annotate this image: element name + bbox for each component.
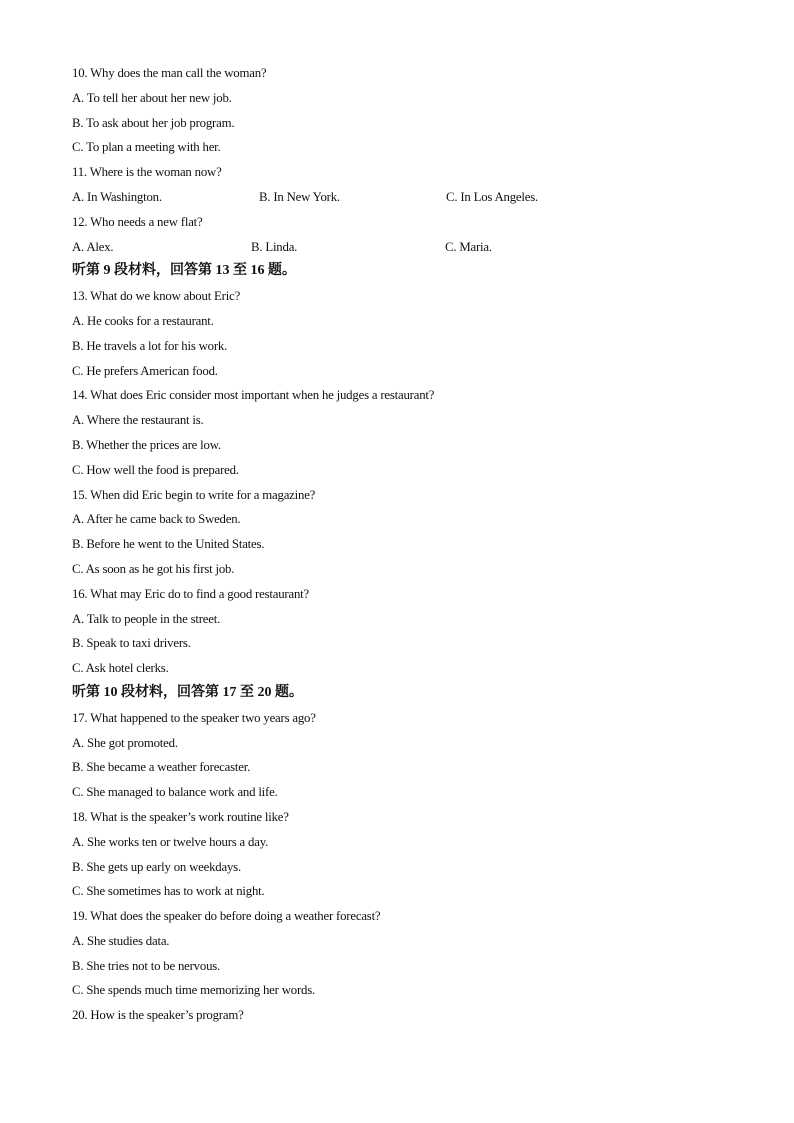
option-10c: C. To plan a meeting with her. (72, 140, 221, 155)
option-15b: B. Before he went to the United States. (72, 537, 265, 552)
question-14: 14. What does Eric consider most important when he judges a restaurant? (72, 388, 435, 403)
question-20: 20. How is the speaker’s program? (72, 1008, 244, 1023)
question-13: 13. What do we know about Eric? (72, 289, 241, 304)
option-13a: A. He cooks for a restaurant. (72, 313, 214, 328)
option-11a: A. In Washington. (72, 189, 162, 204)
option-17a: A. She got promoted. (72, 735, 178, 750)
option-18a: A. She works ten or twelve hours a day. (72, 834, 269, 849)
option-11b: B. In New York. (259, 189, 340, 204)
question-10: 10. Why does the man call the woman? (72, 66, 267, 80)
option-15a: A. After he came back to Sweden. (72, 512, 241, 527)
question-11: 11. Where is the woman now? (72, 165, 222, 180)
option-13c: C. He prefers American food. (72, 363, 218, 378)
option-17b: B. She became a weather forecaster. (72, 760, 251, 775)
option-12c: C. Maria. (445, 239, 492, 254)
option-10b: B. To ask about her job program. (72, 115, 235, 130)
option-12a: A. Alex. (72, 239, 114, 254)
section-heading-9: 听第 9 段材料，回答第 13 至 16 题。 (72, 263, 296, 279)
question-15: 15. When did Eric begin to write for a magazine? (72, 487, 316, 502)
options-row-11 (72, 185, 752, 210)
question-16: 16. What may Eric do to find a good restaurant? (72, 586, 309, 601)
question-18: 18. What is the speaker’s work routine like? (72, 809, 289, 824)
option-18c: C. She sometimes has to work at night. (72, 884, 265, 899)
section-heading-10: 听第 10 段材料，回答第 17 至 20 题。 (72, 684, 303, 700)
option-12b: B. Linda. (251, 239, 298, 254)
option-14a: A. Where the restaurant is. (72, 413, 204, 428)
option-19b: B. She tries not to be nervous. (72, 958, 221, 973)
option-19a: A. She studies data. (72, 933, 170, 948)
question-19: 19. What does the speaker do before doing a weather forecast? (72, 909, 381, 924)
option-14b: B. Whether the prices are low. (72, 437, 221, 452)
document-body (72, 61, 752, 1028)
option-18b: B. She gets up early on weekdays. (72, 859, 241, 874)
option-14c: C. How well the food is prepared. (72, 462, 239, 477)
question-12: 12. Who needs a new flat? (72, 214, 203, 229)
option-16a: A. Talk to people in the street. (72, 611, 221, 626)
option-19c: C. She spends much time memorizing her words. (72, 983, 315, 998)
option-16c: C. Ask hotel clerks. (72, 661, 169, 676)
option-10a: A. To tell her about her new job. (72, 90, 232, 105)
option-17c: C. She managed to balance work and life. (72, 785, 278, 800)
option-15c: C. As soon as he got his first job. (72, 561, 235, 576)
option-16b: B. Speak to taxi drivers. (72, 636, 191, 651)
options-row-12 (72, 235, 752, 260)
option-11c: C. In Los Angeles. (446, 189, 539, 204)
option-13b: B. He travels a lot for his work. (72, 338, 228, 353)
question-17: 17. What happened to the speaker two years ago? (72, 710, 316, 725)
